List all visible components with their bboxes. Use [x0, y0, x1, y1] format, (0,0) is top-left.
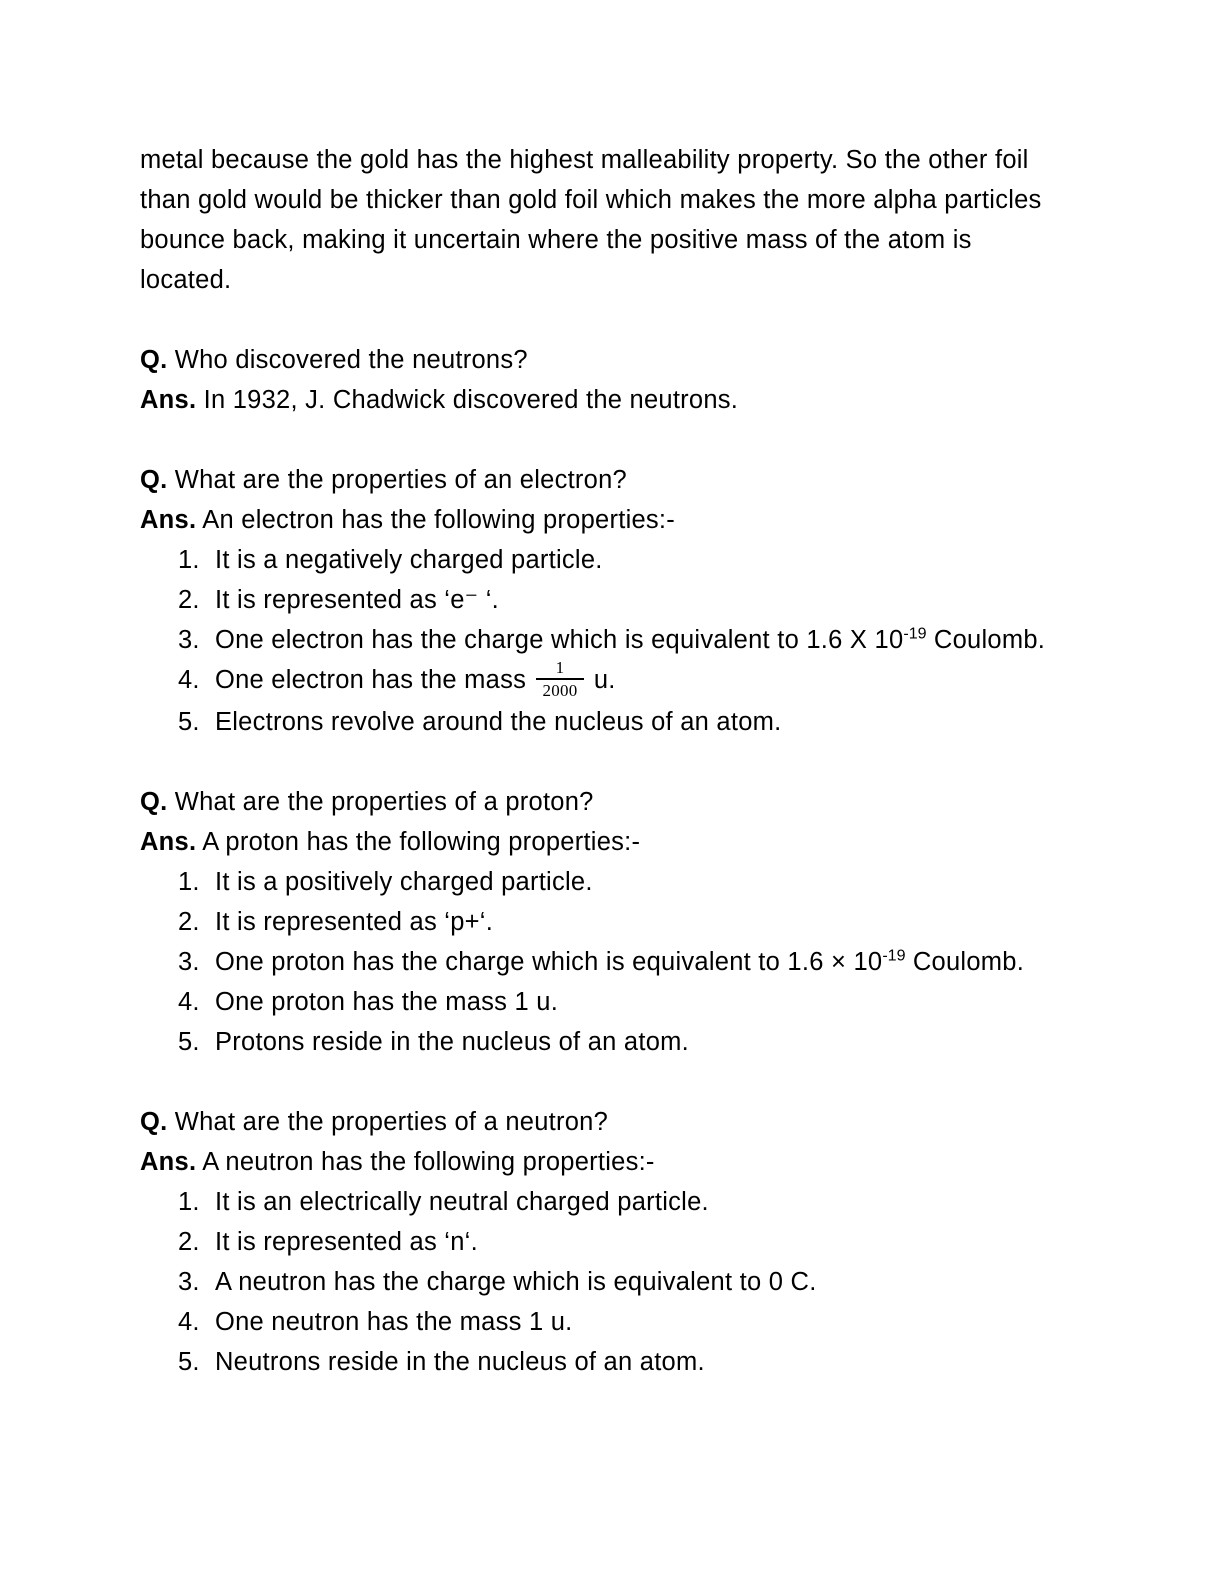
qa-block-neutron-discovery	[140, 340, 1046, 420]
list-item-text: It is represented as ‘e⁻ ‘.	[215, 586, 499, 614]
list-item-text: Electrons revolve around the nucleus of an atom.	[215, 707, 782, 736]
qa-block-proton-properties	[140, 782, 1046, 1062]
question-line	[140, 460, 1046, 500]
question-label: Q.	[140, 346, 168, 374]
exponent: -19	[903, 624, 927, 643]
list-item	[140, 1222, 1046, 1262]
list-item-text-after: u.	[586, 666, 616, 694]
list-item-text-before: One proton has the charge which is equivalent to 1.6 × 10	[215, 947, 883, 976]
block-spacer	[140, 1062, 1046, 1102]
list-item-number: 4.	[178, 666, 200, 694]
list-item-text: Neutrons reside in the nucleus of an atom.	[215, 1347, 705, 1376]
answer-line	[140, 822, 1046, 862]
answer-line	[140, 1142, 1046, 1182]
list-item	[140, 982, 1046, 1022]
list-item	[140, 540, 1046, 580]
question-text: Who discovered the neutrons?	[174, 346, 528, 374]
question-line	[140, 1102, 1046, 1142]
list-item-text: A neutron has the charge which is equivalent to 0 C.	[215, 1267, 817, 1296]
list-item	[140, 862, 1046, 902]
qa-block-electron-properties	[140, 460, 1046, 742]
question-label: Q.	[140, 1107, 168, 1136]
list-item-number: 2.	[178, 1227, 200, 1256]
document-body	[140, 140, 1046, 1382]
block-spacer	[140, 742, 1046, 782]
list-item-text-before: One electron has the charge which is equivalent to 1.6 X 10	[215, 626, 904, 654]
answer-line	[140, 380, 1046, 420]
answer-label: Ans.	[140, 506, 197, 534]
list-item-number: 5.	[178, 1027, 200, 1056]
list-item-text: It is represented as ‘n‘.	[215, 1227, 478, 1256]
list-item	[140, 1022, 1046, 1062]
list-item-number: 5.	[178, 1347, 200, 1376]
list-item	[140, 1182, 1046, 1222]
list-item-number: 5.	[178, 707, 200, 736]
answer-line	[140, 500, 1046, 540]
question-text: What are the properties of a neutron?	[174, 1107, 609, 1136]
list-item-text: It is a positively charged particle.	[215, 867, 593, 896]
list-item-number: 2.	[178, 907, 200, 936]
fraction-numerator: 1	[555, 658, 565, 678]
answer-text: A neutron has the following properties:-	[202, 1147, 655, 1176]
list-item-text-before: One electron has the mass	[215, 666, 534, 694]
question-label: Q.	[140, 466, 168, 494]
list-item	[140, 1262, 1046, 1302]
answer-text: An electron has the following properties:-	[202, 506, 676, 534]
list-item	[140, 580, 1046, 620]
answer-text: A proton has the following properties:-	[202, 827, 641, 856]
properties-list-proton	[140, 862, 1046, 1062]
question-line	[140, 340, 1046, 380]
block-spacer	[140, 300, 1046, 340]
fraction	[536, 659, 583, 700]
properties-list-neutron	[140, 1182, 1046, 1382]
question-text: What are the properties of a proton?	[174, 787, 594, 816]
list-item-text: It is represented as ‘p+‘.	[215, 907, 494, 936]
list-item-text: It is a negatively charged particle.	[215, 546, 603, 574]
list-item	[140, 1342, 1046, 1382]
exponent: -19	[882, 946, 906, 965]
list-item-number: 3.	[178, 1267, 200, 1296]
list-item	[140, 1302, 1046, 1342]
list-item-number: 2.	[178, 586, 200, 614]
qa-block-neutron-properties	[140, 1102, 1046, 1382]
list-item-text: Protons reside in the nucleus of an atom.	[215, 1027, 689, 1056]
list-item-number: 4.	[178, 1307, 200, 1336]
list-item	[140, 620, 1046, 660]
answer-label: Ans.	[140, 1147, 197, 1176]
intro-paragraph: metal because the gold has the highest malleability property. So the other foil than gold would be thicker than gold foil which makes the more alpha particles bounce back, making it uncertain where the positive mass of the atom is located.	[140, 146, 1042, 294]
list-item-text: One proton has the mass 1 u.	[215, 987, 559, 1016]
list-item	[140, 942, 1046, 982]
fraction-denominator: 2000	[542, 680, 578, 700]
properties-list-electron	[140, 540, 1046, 742]
list-item-number: 1.	[178, 1187, 200, 1216]
question-text: What are the properties of an electron?	[174, 466, 627, 494]
list-item-text: It is an electrically neutral charged particle.	[215, 1187, 709, 1216]
answer-label: Ans.	[140, 386, 197, 414]
list-item-text-after: Coulomb.	[905, 947, 1025, 976]
list-item-number: 4.	[178, 987, 200, 1016]
block-spacer	[140, 420, 1046, 460]
list-item	[140, 660, 1046, 702]
answer-text: In 1932, J. Chadwick discovered the neutrons.	[203, 386, 739, 414]
list-item-number: 1.	[178, 546, 200, 574]
list-item	[140, 902, 1046, 942]
list-item-number: 3.	[178, 947, 200, 976]
list-item-number: 3.	[178, 626, 200, 654]
list-item-number: 1.	[178, 867, 200, 896]
question-line	[140, 782, 1046, 822]
question-label: Q.	[140, 787, 168, 816]
list-item-text-after: Coulomb.	[926, 626, 1046, 654]
answer-label: Ans.	[140, 827, 197, 856]
list-item-text: One neutron has the mass 1 u.	[215, 1307, 573, 1336]
list-item	[140, 702, 1046, 742]
